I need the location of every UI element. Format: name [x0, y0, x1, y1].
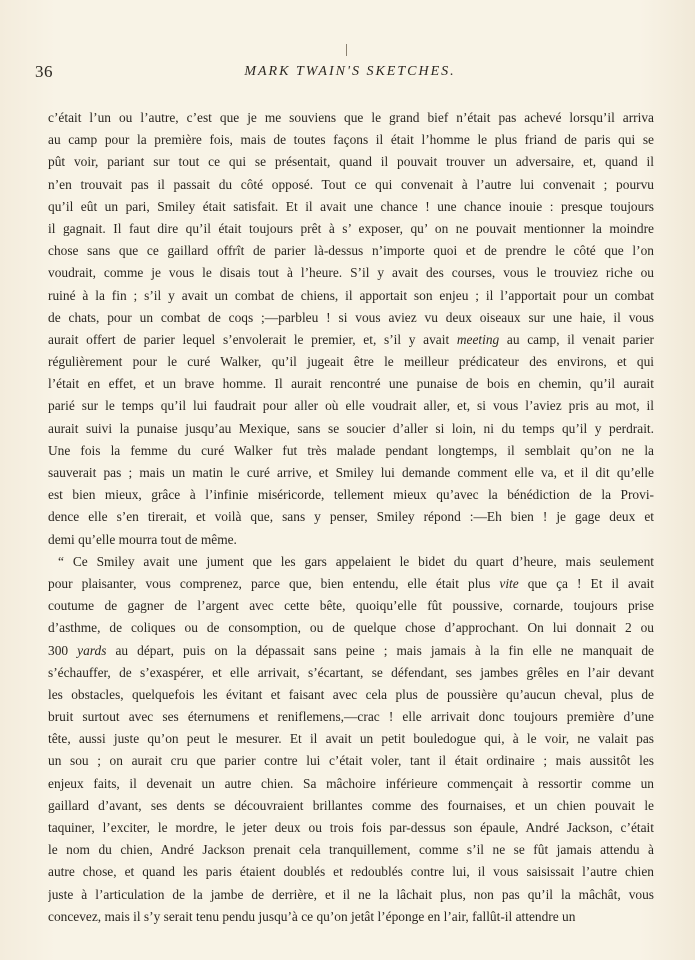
text-run: pour plaisanter, vous comprenez, parce que, bien entendu, elle était plus [48, 575, 500, 591]
text-line [48, 773, 654, 795]
text-line [48, 151, 654, 173]
text-run: juste à l’articulation de la jambe de derrière, et il ne la lâchait plus, non pas qu’il la mâchât, vous [48, 886, 654, 902]
text-line [48, 307, 654, 329]
text-run: Une fois la femme du curé Walker fut très malade pendant longtemps, il semblait qu’on ne la [48, 442, 654, 458]
text-line [48, 551, 654, 573]
text-run: n’en trouvait pas il passait du côté opposé. Tout ce qui convenait à l’autre lui convenait ; pourvu [48, 176, 654, 192]
body-text [48, 107, 654, 928]
text-run: est bien mieux, grâce à l’infinie miséricorde, tellement mieux qu’avec la bénédiction de la Provi- [48, 487, 654, 503]
text-run: tête, aussi juste qu’on peut le mesurer. Et il avait un petit bouledogue qui, à le voir, ne valait pas [48, 731, 654, 747]
italic-word: vite [499, 575, 519, 591]
text-line [48, 373, 654, 395]
text-line [48, 728, 654, 750]
text-run: il gagnait. Il faut dire qu’il était toujours prêt à s’ exposer, qu’ on ne pouvait mentionner la moindre [48, 220, 654, 236]
text-line [48, 684, 654, 706]
text-line [48, 817, 654, 839]
text-line [48, 351, 654, 373]
text-run: s’échauffer, de s’exaspérer, et elle arrivait, s’écartant, se défendant, ses jambes grêles en l’air devant [48, 664, 654, 680]
text-run: gaillard d’avant, ses dents se découvraient brillantes comme des fournaises, et un chien pouvait le [48, 797, 654, 813]
text-line [48, 240, 654, 262]
text-line [48, 906, 654, 928]
text-line [48, 640, 654, 662]
text-line [48, 662, 654, 684]
text-run: ruiné à la fin ; s’il y avait un combat de chiens, il apportait son enjeu ; il l’apportait pour un combat [48, 287, 654, 303]
text-run: que ça ! Et il avait [518, 575, 654, 591]
text-run: au départ, puis on la dépassait sans peine ; mais jamais à la fin elle ne manquait de [106, 642, 654, 658]
text-run: coutume de gagner de l’argent avec cette bête, quoiqu’elle fût poussive, cornarde, toujours prise [48, 598, 654, 614]
text-run: l’était en effet, et un brave homme. Il aurait rencontré une punaise de bois en chemin, qu’il aurait [48, 376, 654, 392]
text-line [48, 750, 654, 772]
text-run: qu’il eût un pari, Smiley était satisfait. Et il avait une chance ! une chance inouie : presque toujours [48, 198, 654, 214]
page-header [35, 62, 665, 86]
running-head: MARK TWAIN'S SKETCHES. [244, 64, 456, 79]
text-run: aurait suivi la punaise jusqu’au Mexique, sans se soucier d’aller si loin, ni du temps qu’il y perdrait. [48, 420, 654, 436]
text-run: sauverait pas ; mais un matin le curé arrive, et Smiley lui demande comment elle va, et il dit qu’elle [48, 465, 654, 480]
text-run: autre chose, et quand les paris étaient doublés et redoublés contre lui, il vous saisissait l’autre chien [48, 864, 654, 880]
text-line [48, 440, 654, 462]
text-line [48, 418, 654, 440]
text-line [48, 861, 654, 883]
text-run: voudrait, comme je vous le disais tout à l’heure. S’il y avait des courses, vous le trouviez riche ou [48, 265, 654, 281]
text-run: taquiner, l’exciter, le mordre, le jeter deux ou trois fois par-dessus son épaule, André Jackson, c’était [48, 820, 654, 835]
text-line [48, 795, 654, 817]
text-line [48, 462, 654, 484]
paragraph [48, 107, 654, 551]
text-run: “ Ce Smiley avait une jument que les gars appelaient le bidet du quart d’heure, mais seulement [58, 553, 654, 569]
text-run: au camp, il venait parier [499, 331, 654, 347]
text-run: les obstacles, quelquefois les évitant et faisant avec cela plus de poussière qu’aucun cheval, plus de [48, 686, 654, 702]
italic-word: yards [77, 642, 107, 658]
text-run: 300 [48, 642, 78, 658]
text-line [48, 196, 654, 218]
text-line [48, 573, 654, 595]
text-run: régulièrement pour le curé Walker, qu’il jugeait être le meilleur prédicateur des environs, et qui [48, 354, 654, 370]
text-line [48, 218, 654, 240]
text-run: un sou ; on aurait cru que parier contre lui c’était voler, tant il était ordinaire ; mais aussitôt les [48, 753, 654, 769]
italic-word: meeting [456, 331, 500, 347]
text-line [48, 262, 654, 284]
text-line [48, 884, 654, 906]
text-line [48, 174, 654, 196]
text-run: au camp pour la première fois, mais de toutes façons il était l’homme le plus friand de paris qui se [48, 132, 654, 148]
text-run: le nom du chien, André Jackson prenait cela tranquillement, comme s’il ne se fût jamais attendu à [48, 842, 654, 858]
text-run: demi qu’elle mourra tout de même. [48, 531, 237, 547]
text-run: enjeux faits, il devenait un autre chien. Sa mâchoire inférieure commençait à ressortir comme un [48, 775, 654, 791]
text-line [48, 617, 654, 639]
text-run: de chats, pour un combat de coqs ;—parbleu ! si vous aviez vu deux oiseaux sur une haie, il vous [48, 309, 654, 325]
text-line [48, 529, 654, 551]
text-run: pût voir, pariant sur tout ce qui se présentait, quand il pouvait trouver un adversaire, et, quand il [48, 154, 654, 170]
text-line [48, 595, 654, 617]
text-run: bruit surtout avec ses éternumens et reniflemens,—crac ! elle arrivait donc toujours première d’une [48, 709, 654, 725]
text-run: parié sur le temps qu’il lui faudrait pour aller où elle voudrait aller, et, si vous l’aviez pris au mot, il [48, 398, 654, 414]
text-line [48, 129, 654, 151]
text-line [48, 285, 654, 307]
paragraph [48, 551, 654, 928]
text-run: aurait offert de parier lequel s’envolerait le premier, et, s’il y avait [48, 331, 457, 347]
text-run: concevez, mais il s’y serait tenu pendu jusqu’à ce qu’on jetât l’éponge en l’air, fallût-il attendre un [48, 908, 576, 924]
text-line [48, 506, 654, 528]
text-line [48, 484, 654, 506]
text-line [48, 107, 654, 129]
text-run: d’asthme, de coliques ou de consomption, ou de quelque chose d’approchant. On lui donnait 2 ou [48, 620, 654, 636]
text-line [48, 839, 654, 861]
text-run: chose sans que ce gaillard offrît de parier là-dessus n’importe quoi et de prendre le côté que l’on [48, 243, 654, 259]
text-line [48, 706, 654, 728]
text-line [48, 395, 654, 417]
text-run: c’était l’un ou l’autre, c’est que je me souviens que le grand bief n’était pas achevé lorsqu’il arriva [48, 110, 654, 125]
text-line [48, 329, 654, 351]
text-run: dence elle s’en tirerait, et voilà que, sans y penser, Smiley répond :—Eh bien ! je gage deux et [48, 509, 654, 525]
page-mark [346, 44, 347, 56]
page-number: 36 [35, 62, 53, 81]
